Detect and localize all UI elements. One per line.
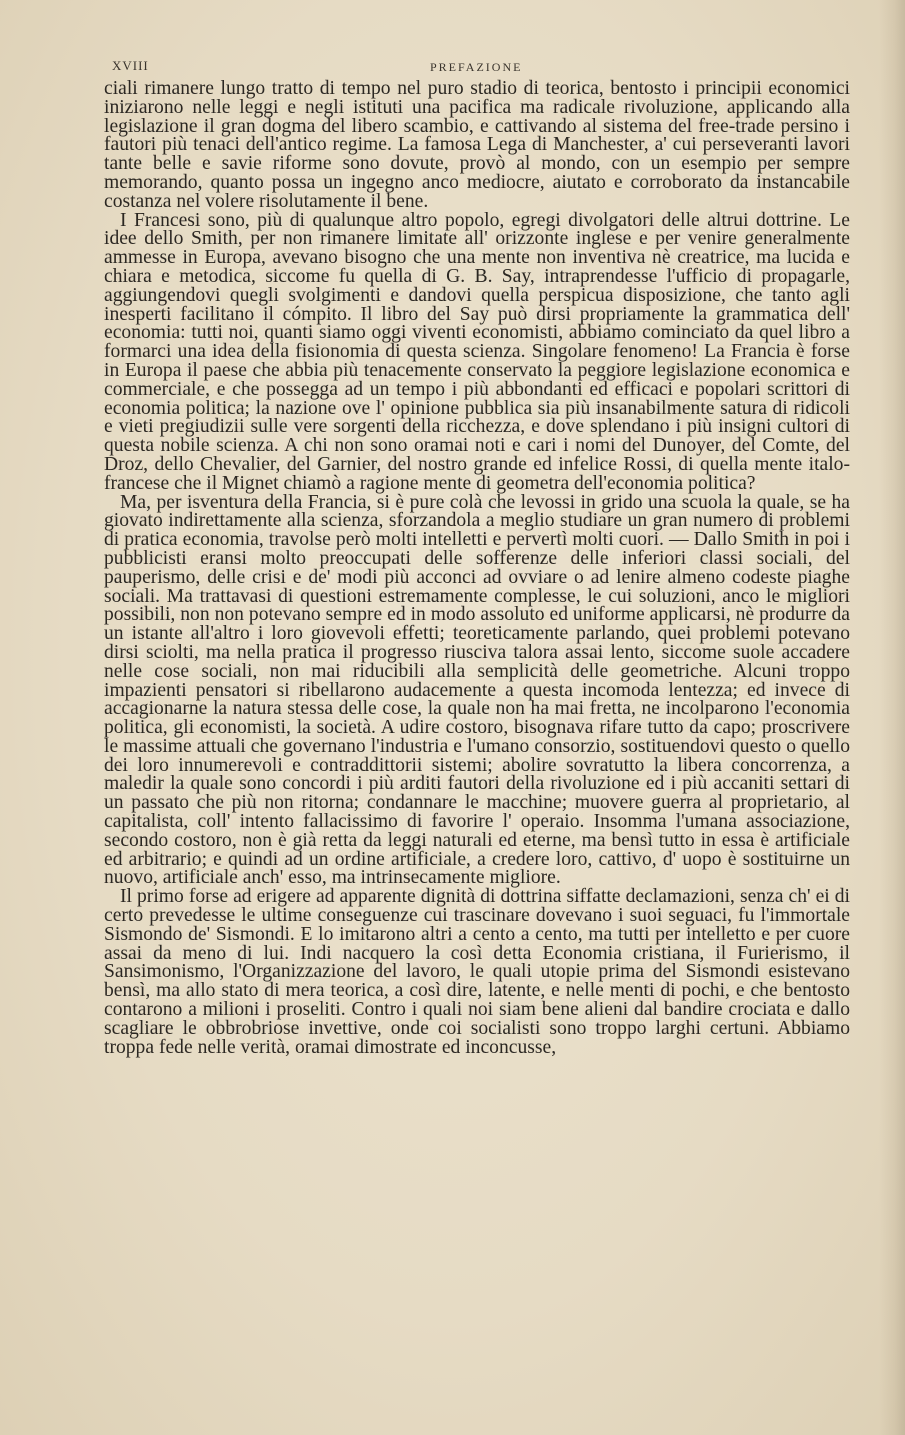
paragraph-2: I Francesi sono, più di qualunque altro popolo, egregi divolgatori delle altrui dottrine. Le idee dello Smith, per non rimanere limitate all' orizzonte inglese e per venire generalmente ammesse in Europa, avevano bisogno che una mente non inventiva nè creatrice, ma lucida e chiara e metodica, siccome fu quella di G. B. Say, intraprendesse l'ufficio di propagarle, aggiungendovi quegli svolgimenti e dandovi quella perspicua disposizione, che tanto agli inesperti facilitano il cómpito. Il libro del Say può dirsi propriamente la grammatica dell' economia: tutti noi, quanti siamo oggi viventi economisti, abbiamo cominciato da quel libro a formarci una idea della fisionomia di questa scienza. Singolare fenomeno! La Francia è forse in Europa il paese che abbia più tenacemente conservato la peggiore legislazione economica e commerciale, e che possegga ad un tempo i più abbondanti ed efficaci e popolari scrittori di economia politica; la nazione ove l' opinione pubblica sia più insanabilmente satura di ridicoli e vieti pregiudizii sulle vere sorgenti della ricchezza, e dove splendano i più insigni cultori di questa nobile scienza. A chi non sono oramai noti e cari i nomi del Dunoyer, del Comte, del Droz, dello Chevalier, del Garnier, del nostro grande ed infelice Rossi, di quella mente italo-francese che il Mignet chiamò a ragione mente di geometra dell'economia politica? <box>104 209 850 494</box>
page-number: XVIII <box>112 58 149 73</box>
running-title: PREFAZIONE <box>430 60 523 74</box>
body-text <box>104 80 850 1057</box>
running-header <box>112 58 848 80</box>
page-gutter-shadow <box>879 0 905 1435</box>
paragraph-3: Ma, per isventura della Francia, si è pure colà che levossi in grido una scuola la quale, se ha giovato indirettamente alla scienza, sforzandola a meglio studiare un gran numero di problemi di pratica economia, travolse però molti intelletti e pervertì molti cuori. — Dallo Smith in poi i pubblicisti eransi molto preoccupati delle sofferenze delle inferiori classi sociali, del pauperismo, delle crisi e de' modi più acconci ad ovviare o ad lenire almeno codeste piaghe sociali. Ma trattavasi di questioni estremamente complesse, le cui soluzioni, anco le migliori possibili, non non potevano sempre ed in modo assoluto ed uniforme applicarsi, nè produrre da un istante all'altro i loro giovevoli effetti; teoreticamente parlando, quei problemi potevano dirsi sciolti, ma nella pratica il progresso riusciva talora assai lento, siccome suole accadere nelle cose sociali, non mai riducibili alla semplicità delle geometriche. Alcuni troppo impazienti pensatori si ribellarono audacemente a questa incomoda lentezza; ed invece di accagionarne la natura stessa delle cose, la quale non ha mai fretta, ne incolparono l'economia politica, gli economisti, la società. A udire costoro, bisognava rifare tutto da capo; proscrivere le massime attuali che governano l'industria e l'umano consorzio, sostituendovi questo o quello dei loro innumerevoli e contraddittorii sistemi; abolire sovratutto la libera concorrenza, a maledir la quale sono concordi i più arditi fautori della rivoluzione ed i più accaniti settari di un passato che più non ritorna; condannare le macchine; muovere guerra al proprietario, al capitalista, coll' intento fallacissimo di favorire l' operaio. Insomma l'umana associazione, secondo costoro, non è già retta da leggi naturali ed eterne, ma bensì tutto in essa è artificiale ed arbitrario; e quindi ad un ordine artificiale, a credere loro, cattivo, d' uopo è sostituirne un nuovo, artificiale anch' esso, ma intrinsecamente migliore. <box>104 491 850 889</box>
paragraph-4: Il primo forse ad erigere ad apparente dignità di dottrina siffatte declamazioni, senza ch' ei di certo prevedesse le ultime conseguenze cui trascinare dovevano i suoi seguaci, fu l'immortale Sismondo de' Sismondi. E lo imitarono altri a cento a cento, ma tutti per intelletto e per cuore assai da meno di lui. Indi nacquero la così detta Economia cristiana, il Furierismo, il Sansimonismo, l'Organizzazione del lavoro, le quali utopie prima del Sismondi esistevano bensì, ma allo stato di mera teorica, a così dire, latente, e nelle menti di pochi, e che bentosto contarono a milioni i proseliti. Contro i quali noi siam bene alieni dal bandire crociata e dallo scagliare le obbrobriose invettive, onde coi socialisti sono troppo larghi certuni. Abbiamo troppa fede nelle verità, oramai dimostrate ed inconcusse, <box>104 886 850 1058</box>
paragraph-1: ciali rimanere lungo tratto di tempo nel puro stadio di teorica, bentosto i principii economici iniziarono nelle leggi e negli istituti una pacifica ma radicale rivoluzione, applicando alla legislazione il gran dogma del libero scambio, e cattivando al sistema del free-trade persino i fautori più tenaci dell'antico regime. La famosa Lega di Manchester, a' cui perseveranti lavori tante belle e savie riforme sono dovute, provò al mondo, con un esempio per sempre memorando, quanto possa un ingegno anco mediocre, aiutato e corroborato da instancabile costanza nel volere risolutamente il bene. <box>104 78 850 212</box>
